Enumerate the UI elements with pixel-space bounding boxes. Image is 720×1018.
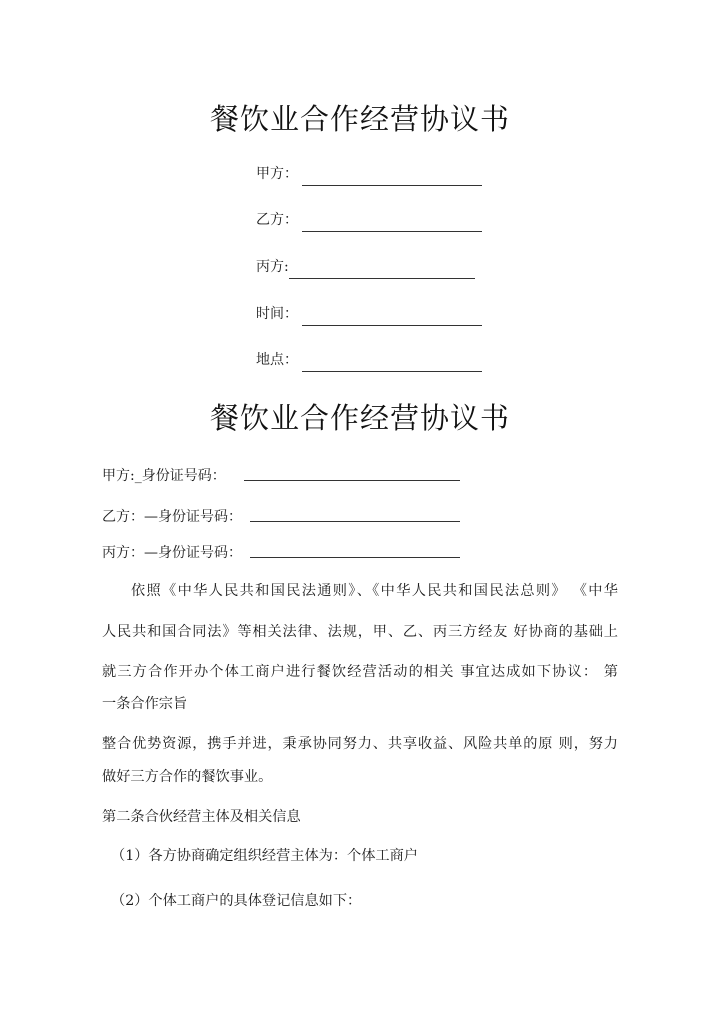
cover-field-label: 时间： xyxy=(256,306,298,322)
agreement-title: 餐饮业合作经营协议书 xyxy=(209,401,510,435)
party-a-line xyxy=(102,464,462,488)
list-item: （2）个体工商户的具体登记信息如下： xyxy=(111,893,362,909)
party-label: 乙方：—身份证号码： xyxy=(102,509,242,525)
fill-blank[interactable] xyxy=(302,309,482,326)
fill-blank[interactable] xyxy=(302,355,482,372)
cover-field-label: 乙方： xyxy=(256,212,298,228)
list-item: （1）各方协商确定组织经营主体为：个体工商户 xyxy=(111,848,418,864)
fill-blank[interactable] xyxy=(302,169,482,186)
cover-field-label: 地点： xyxy=(256,352,298,368)
id-number-blank[interactable] xyxy=(250,541,460,558)
party-label: 丙方：—身份证号码： xyxy=(102,545,242,561)
body-paragraph-line: 就三方合作开办个体工商户进行餐饮经营活动的相关 事宜达成如下协议： 第 xyxy=(102,664,618,680)
fill-blank[interactable] xyxy=(302,215,482,232)
cover-field-party-c xyxy=(256,255,475,279)
fill-blank[interactable] xyxy=(289,262,475,279)
id-number-blank[interactable] xyxy=(244,464,460,481)
party-b-line xyxy=(102,505,462,529)
body-paragraph-line: 依照《中华人民共和国民法通则》、《中华人民共和国民法总则》 《中华 xyxy=(131,583,618,599)
party-label: 甲方:_身份证号码： xyxy=(102,468,226,484)
cover-field-label: 丙方: xyxy=(256,259,289,275)
cover-title: 餐饮业合作经营协议书 xyxy=(209,102,510,136)
cover-field-place xyxy=(256,348,482,372)
body-paragraph-line: 整合优势资源，携手并进，秉承协同努力、共享收益、风险共单的原 则，努力 xyxy=(102,736,618,752)
party-c-line xyxy=(102,541,462,565)
body-paragraph-line: 做好三方合作的餐饮事业。 xyxy=(102,769,273,785)
body-paragraph-line: 一条合作宗旨 xyxy=(102,696,188,712)
cover-field-label: 甲方： xyxy=(256,166,298,182)
cover-field-party-b xyxy=(256,208,482,232)
cover-field-time xyxy=(256,302,482,326)
section-heading: 第二条合伙经营主体及相关信息 xyxy=(102,809,301,825)
id-number-blank[interactable] xyxy=(250,505,460,522)
body-paragraph-line: 人民共和国合同法》等相关法律、法规，甲、乙、丙三方经友 好协商的基础上 xyxy=(102,624,618,640)
cover-field-party-a xyxy=(256,162,482,186)
